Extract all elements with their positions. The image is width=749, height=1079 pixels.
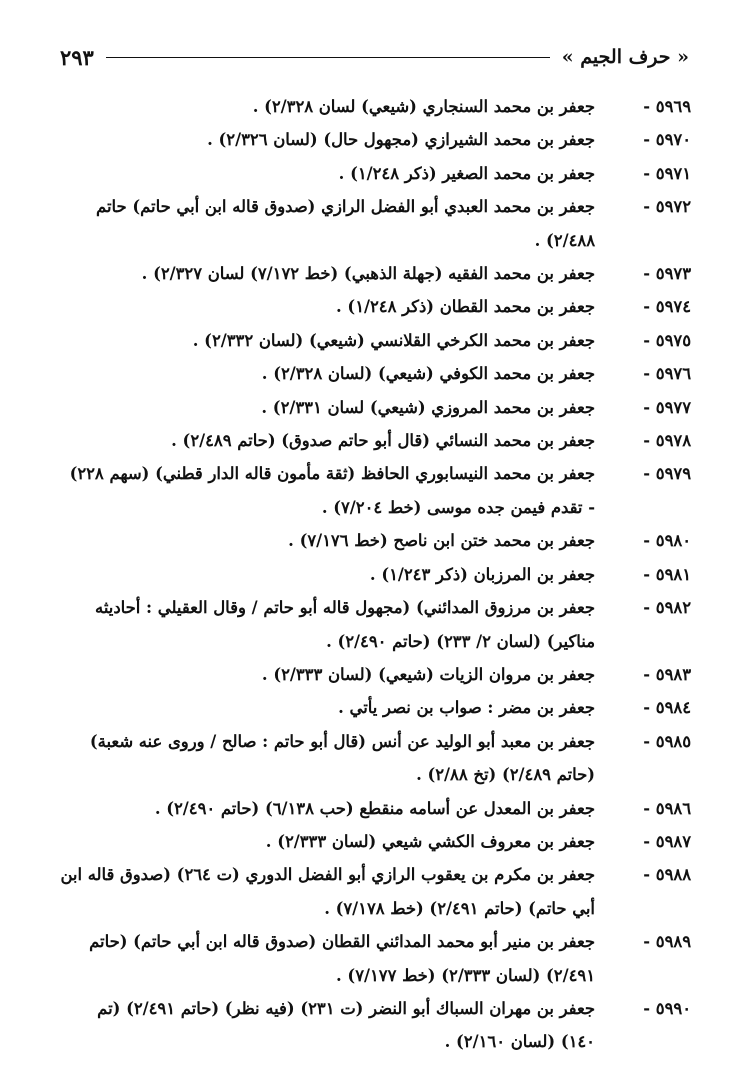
entry-number: ٥٩٨٤ - bbox=[643, 698, 691, 718]
entry bbox=[58, 792, 691, 825]
entry bbox=[58, 558, 691, 591]
entry-text: جعفر بن محمد الفقيه (جهلة الذهبي) (خط ٧/١٧٢) لسان ٢/٣٢٧) . bbox=[141, 264, 595, 284]
entry-text: جعفر بن مرزوق المدائني) (مجهول قاله أبو حاتم / وقال العقيلي : أحاديثه مناكير) (لسان ٢/ ٢٣٣) (حاتم ٢/٤٩٠) . bbox=[95, 598, 595, 651]
entry bbox=[58, 257, 691, 290]
running-title: « حرف الجيم » bbox=[561, 46, 689, 68]
entry-text: جعفر بن محمد الشيرازي (مجهول حال) (لسان ٢/٣٢٦) . bbox=[207, 130, 595, 150]
entry-text: جعفر بن محمد النسائي (قال أبو حاتم صدوق) (حاتم ٢/٤٨٩) . bbox=[171, 431, 595, 451]
entry-text: جعفر بن محمد المروزي (شيعي) لسان ٢/٣٣١) . bbox=[261, 397, 595, 417]
entry-number: ٥٩٧٣ - bbox=[643, 264, 691, 284]
entry-text: جعفر بن محمد ختن ابن ناصح (خط ٧/١٧٦) . bbox=[288, 531, 595, 551]
entry bbox=[58, 324, 691, 357]
entry-number: ٥٩٧٤ - bbox=[643, 297, 691, 317]
entry bbox=[58, 925, 691, 992]
entry bbox=[58, 457, 691, 524]
entry bbox=[58, 725, 691, 792]
entry-text: جعفر بن محمد الكرخي القلانسي (شيعي) (لسان ٢/٣٣٢) . bbox=[192, 330, 595, 350]
entry-number: ٥٩٧١ - bbox=[643, 163, 691, 183]
entry bbox=[58, 357, 691, 390]
entry-text: جعفر بن المرزبان (ذكر ١/٢٤٣) . bbox=[369, 564, 595, 584]
entry-number: ٥٩٨٦ - bbox=[643, 798, 691, 818]
header-rule bbox=[106, 57, 550, 58]
entry-text: جعفر بن مهران السباك أبو النضر (ت ٢٣١) (فيه نظر) (حاتم ٢/٤٩١) (تم ١٤٠) (لسان ٢/١٦٠) . bbox=[97, 998, 595, 1052]
entry-number: ٥٩٧٥ - bbox=[643, 330, 691, 350]
entry-text: جعفر بن مضر : صواب بن نصر يأتي . bbox=[338, 698, 595, 718]
page-header bbox=[60, 40, 689, 74]
entry-number: ٥٩٦٩ - bbox=[643, 97, 691, 116]
entry-number: ٥٩٨٠ - bbox=[643, 531, 691, 551]
entry-text: جعفر بن محمد العبدي أبو الفضل الرازي (صدوق قاله ابن أبي حاتم) حاتم ٢/٤٨٨) . bbox=[96, 197, 595, 250]
entry-number: ٥٩٨٨ - bbox=[643, 865, 691, 885]
entry-number: ٥٩٨٢ - bbox=[643, 598, 691, 618]
entry-number: ٥٩٧٦ - bbox=[643, 364, 691, 384]
entry-list bbox=[58, 90, 691, 1059]
entry-number: ٥٩٧٩ - bbox=[643, 464, 691, 484]
entry-text: جعفر بن منير أبو محمد المدائني القطان (صدوق قاله ابن أبي حاتم) (حاتم ٢/٤٩١) (لسان ٢/٣٣٣) (خط ٧/١٧٧) . bbox=[89, 932, 595, 985]
entry bbox=[58, 157, 691, 190]
entry-text: جعفر بن معروف الكشي شيعي (لسان ٢/٣٣٣) . bbox=[265, 831, 595, 851]
entry-number: ٥٩٧٢ - bbox=[643, 197, 691, 217]
entry bbox=[58, 424, 691, 457]
entry bbox=[58, 190, 691, 257]
entry bbox=[58, 90, 691, 123]
entry bbox=[58, 691, 691, 724]
page-number: ٢٩٣ bbox=[60, 44, 94, 70]
entry-text: جعفر بن مروان الزيات (شيعي) (لسان ٢/٣٣٣) . bbox=[261, 664, 595, 684]
entry-text: جعفر بن محمد السنجاري (شيعي) لسان ٢/٣٢٨) . bbox=[252, 97, 595, 116]
entry bbox=[58, 658, 691, 691]
entry bbox=[58, 825, 691, 858]
entry-number: ٥٩٩٠ - bbox=[643, 998, 691, 1018]
entry-number: ٥٩٨١ - bbox=[643, 564, 691, 584]
entry-text: جعفر بن محمد القطان (ذكر ١/٢٤٨) . bbox=[336, 297, 595, 317]
entry bbox=[58, 858, 691, 925]
entry-number: ٥٩٨٥ - bbox=[643, 731, 691, 751]
entry bbox=[58, 123, 691, 156]
entry-number: ٥٩٨٣ - bbox=[643, 664, 691, 684]
entry-text: جعفر بن محمد النيسابوري الحافظ (ثقة مأمون قاله الدار قطني) (سهم ٢٢٨) - تقدم فيمن جده موسى (خط ٧/٢٠٤) . bbox=[69, 464, 595, 517]
entry-number: ٥٩٧٧ - bbox=[643, 397, 691, 417]
entry-number: ٥٩٨٧ - bbox=[643, 831, 691, 851]
entry-number: ٥٩٧٠ - bbox=[643, 130, 691, 150]
entry-text: جعفر بن معبد أبو الوليد عن أنس (قال أبو حاتم : صالح / وروى عنه شعبة) (حاتم ٢/٤٨٩) (تخ ٢/٨٨) . bbox=[89, 731, 595, 785]
entry-text: جعفر بن المعدل عن أسامه منقطع (حب ٦/١٣٨) (حاتم ٢/٤٩٠) . bbox=[154, 798, 595, 818]
entry bbox=[58, 524, 691, 557]
entry bbox=[58, 992, 691, 1059]
entry bbox=[58, 391, 691, 424]
entry-number: ٥٩٧٨ - bbox=[643, 431, 691, 451]
entry bbox=[58, 591, 691, 658]
entry-text: جعفر بن محمد الكوفي (شيعي) (لسان ٢/٣٢٨) . bbox=[261, 364, 595, 384]
entry-number: ٥٩٨٩ - bbox=[643, 932, 691, 952]
entry-text: جعفر بن محمد الصغير (ذكر ١/٢٤٨) . bbox=[338, 163, 595, 183]
entry bbox=[58, 290, 691, 323]
entry-text: جعفر بن مكرم بن يعقوب الرازي أبو الفضل الدوري (ت ٢٦٤) (صدوق قاله ابن أبي حاتم) (حاتم ٢/٤٩١) (خط ٧/١٧٨) . bbox=[60, 865, 595, 918]
